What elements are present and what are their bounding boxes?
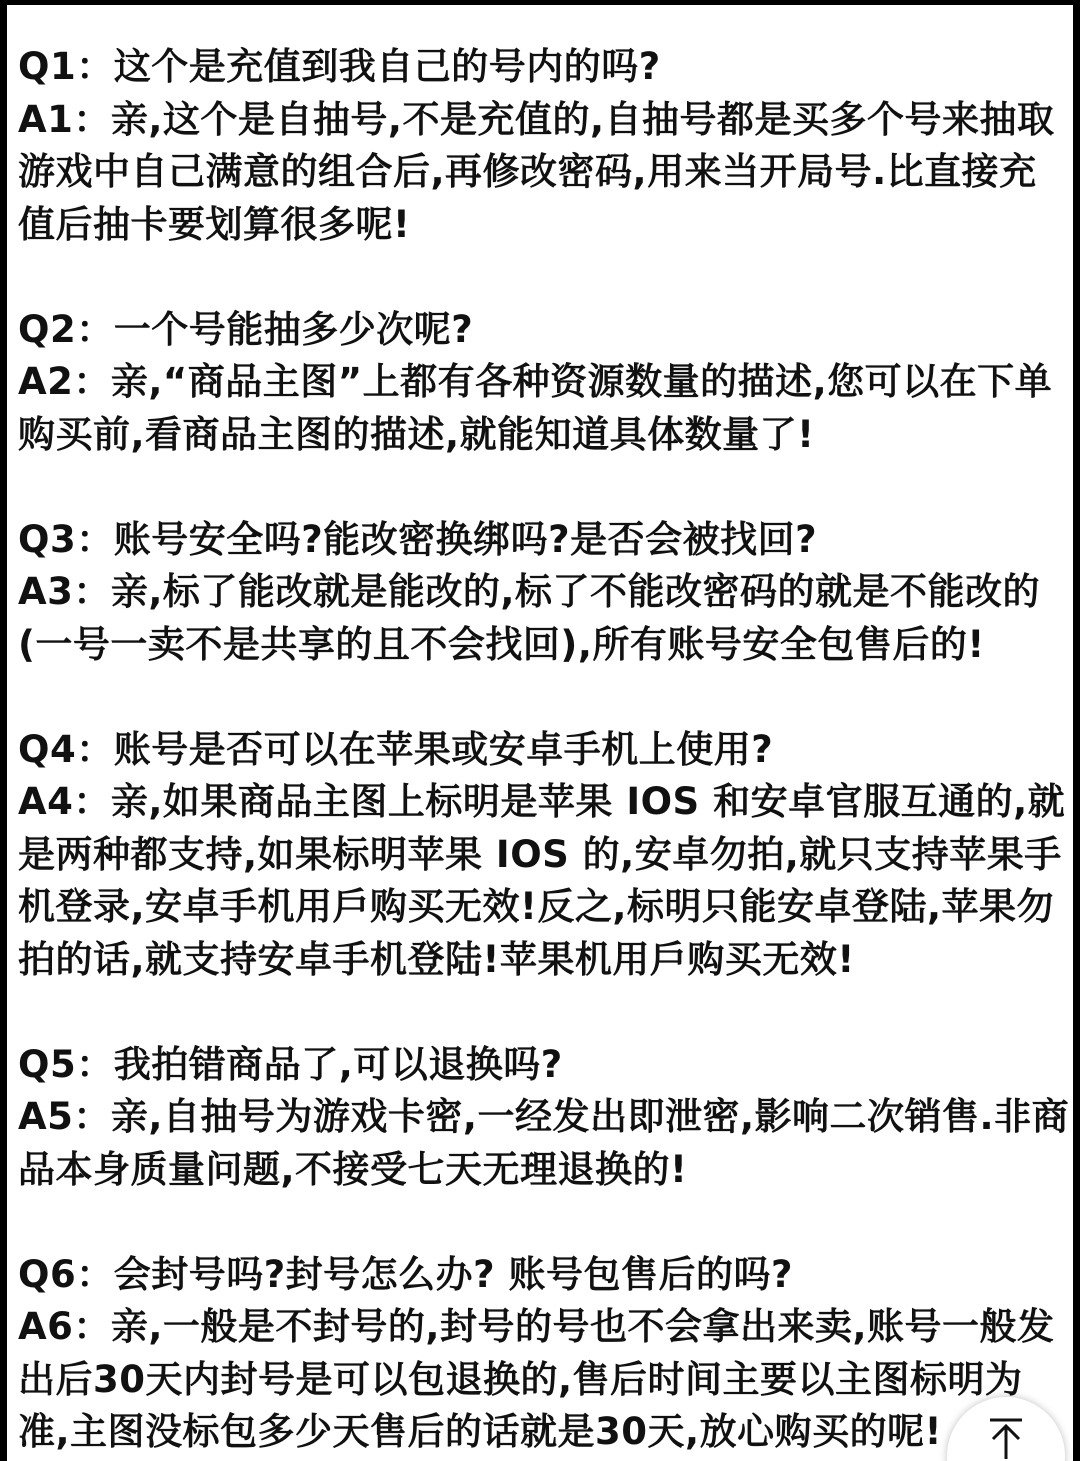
faq-answer: A4：亲,如果商品主图上标明是苹果 IOS 和安卓官服互通的,就是两种都支持,如果标明苹果 IOS 的,安卓勿拍,就只支持苹果手机登录,安卓手机用戶购买无效!反之,标明只能安卓登陆,苹果勿拍的话,就支持安卓手机登陆!苹果机用戶购买无效!: [18, 780, 1066, 981]
faq-question: Q1：这个是充值到我自己的号内的吗?: [18, 45, 661, 88]
faq-page: [7, 5, 1073, 1461]
faq-item-3: [18, 514, 1070, 672]
faq-item-1: [18, 41, 1070, 251]
faq-item-2: [18, 304, 1070, 462]
faq-item-6: [18, 1249, 1070, 1459]
faq-item-4: [18, 724, 1070, 987]
faq-question: Q4：账号是否可以在苹果或安卓手机上使用?: [18, 727, 774, 771]
faq-answer: A2：亲,“商品主图”上都有各种资源数量的描述,您可以在下单购买前,看商品主图的描述,就能知道具体数量了!: [18, 360, 1053, 456]
arrow-up-icon: [986, 1417, 1026, 1461]
faq-list: [18, 41, 1070, 1461]
faq-answer: A5：亲,自抽号为游戏卡密,一经发出即泄密,影响二次销售.非商品本身质量问题,不接受七天无理退换的!: [18, 1095, 1070, 1191]
faq-question: Q3：账号安全吗?能改密换绑吗?是否会被找回?: [18, 517, 818, 561]
faq-item-5: [18, 1039, 1070, 1197]
faq-answer: A1：亲,这个是自抽号,不是充值的,自抽号都是买多个号来抽取游戏中自己满意的组合后,再修改密码,用来当开局号.比直接充值后抽卡要划算很多呢!: [18, 97, 1055, 246]
faq-question: Q2：一个号能抽多少次呢?: [18, 307, 474, 351]
faq-answer: A6：亲,一般是不封号的,封号的号也不会拿出来卖,账号一般发出后30天内封号是可以包退换的,售后时间主要以主图标明为准,主图没标包多少天售后的话就是30天,放心购买的呢!: [18, 1305, 1055, 1453]
faq-question: Q6：会封号吗?封号怎么办? 账号包售后的吗?: [18, 1252, 793, 1296]
faq-answer: A3：亲,标了能改就是能改的,标了不能改密码的就是不能改的(一号一卖不是共享的且不会找回),所有账号安全包售后的!: [18, 570, 1040, 666]
faq-question: Q5：我拍错商品了,可以退换吗?: [18, 1042, 563, 1086]
